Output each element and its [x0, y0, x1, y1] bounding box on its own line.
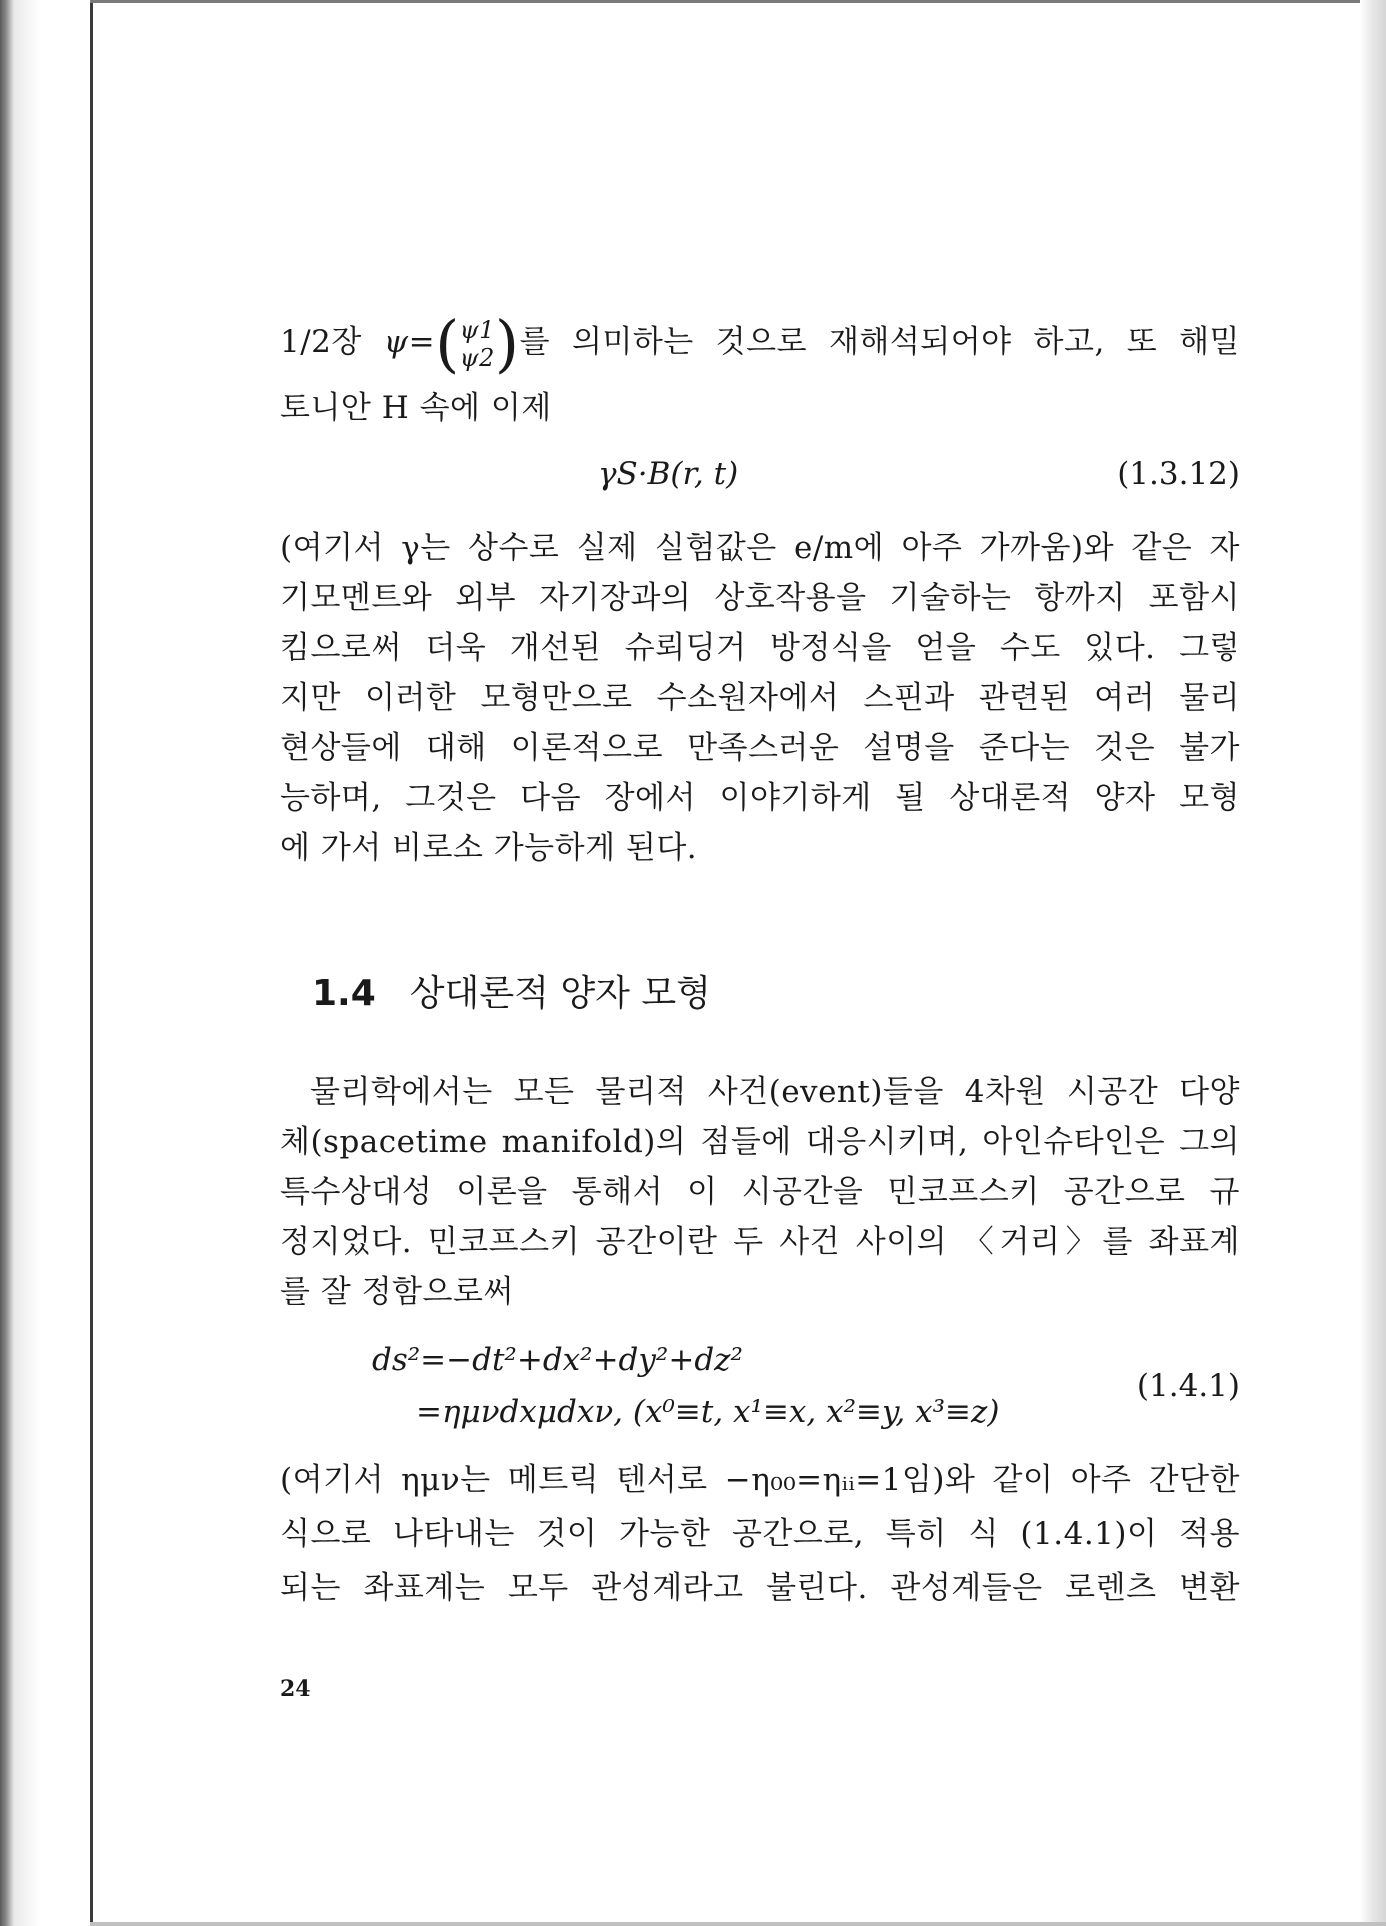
- paragraph-line: 현상들에 대해 이론적으로 만족스러운 설명을 준다는 것은 불가: [280, 730, 1240, 766]
- paragraph-line: 에 가서 비로소 가능하게 된다.: [280, 830, 698, 866]
- page-binding-shadow: [0, 0, 88, 1926]
- equation-1-4-1: [280, 1340, 1240, 1436]
- paragraph-line: 특수상대성 이론을 통해서 이 시공간을 민코프스키 공간으로 규: [280, 1174, 1240, 1210]
- psi-symbol: ψ=: [383, 324, 436, 360]
- page-bottom-edge: [90, 1922, 1386, 1926]
- text-line-1: [280, 306, 1240, 380]
- equation-line-2: =ημνdxμdxν, (x⁰≡t, x¹≡x, x²≡y, x³≡z): [416, 1394, 1000, 1430]
- page-number: 24: [280, 1676, 311, 1702]
- text-line-2: 토니안 H 속에 이제: [280, 390, 552, 426]
- section-heading: [312, 970, 711, 1018]
- equation-line-1: ds²=−dt²+dx²+dy²+dz²: [372, 1342, 743, 1378]
- equation-body: γS·B(r, t): [598, 456, 739, 492]
- paragraph-line: 킴으로써 더욱 개선된 슈뢰딩거 방정식을 얻을 수도 있다. 그렇: [280, 630, 1240, 666]
- text-fragment: 를 의미하는 것으로 재해석되어야 하고, 또 해밀: [519, 324, 1240, 360]
- paragraph-line: 기모멘트와 외부 자기장과의 상호작용을 기술하는 항까지 포함시: [280, 580, 1240, 616]
- text-fragment: 1/2장: [280, 324, 384, 360]
- paragraph-line: 정지었다. 민코프스키 공간이란 두 사건 사이의 〈거리〉를 좌표계: [280, 1224, 1240, 1260]
- equation-number: (1.3.12): [1117, 456, 1240, 492]
- paragraph-line: 물리학에서는 모든 물리적 사건(event)들을 4차원 시공간 다양: [310, 1074, 1240, 1110]
- paragraph-line: 체(spacetime manifold)의 점들에 대응시키며, 아인슈타인은 그의: [280, 1124, 1240, 1160]
- paragraph-line: 되는 좌표계는 모두 관성계라고 불린다. 관성계들은 로렌츠 변환: [280, 1570, 1240, 1606]
- psi-2: ψ2: [459, 343, 495, 372]
- section-title: 상대론적 양자 모형: [409, 973, 711, 1014]
- page-right-shadow: [1360, 0, 1386, 1926]
- paragraph-line: 지만 이러한 모형만으로 수소원자에서 스핀과 관련된 여러 물리: [280, 680, 1240, 716]
- paragraph-line: 를 잘 정함으로써: [280, 1274, 514, 1310]
- psi-vector: ( ψ1 ψ2 ): [435, 306, 520, 380]
- paragraph-line: (여기서 γ는 상수로 실제 실험값은 e/m에 아주 가까움)와 같은 자: [280, 530, 1240, 566]
- equation-number: (1.4.1): [1136, 1368, 1240, 1404]
- section-number: 1.4: [312, 973, 376, 1014]
- psi-1: ψ1: [459, 315, 495, 344]
- paragraph-line: (여기서 ημν는 메트릭 텐서로 −η₀₀=ηᵢᵢ=1임)와 같이 아주 간단한: [280, 1462, 1240, 1498]
- page-left-edge: [90, 0, 93, 1926]
- paragraph-line: 식으로 나타내는 것이 가능한 공간으로, 특히 식 (1.4.1)이 적용: [280, 1516, 1240, 1552]
- page-top-edge: [90, 0, 1386, 3]
- paragraph-line: 능하며, 그것은 다음 장에서 이야기하게 될 상대론적 양자 모형: [280, 780, 1240, 816]
